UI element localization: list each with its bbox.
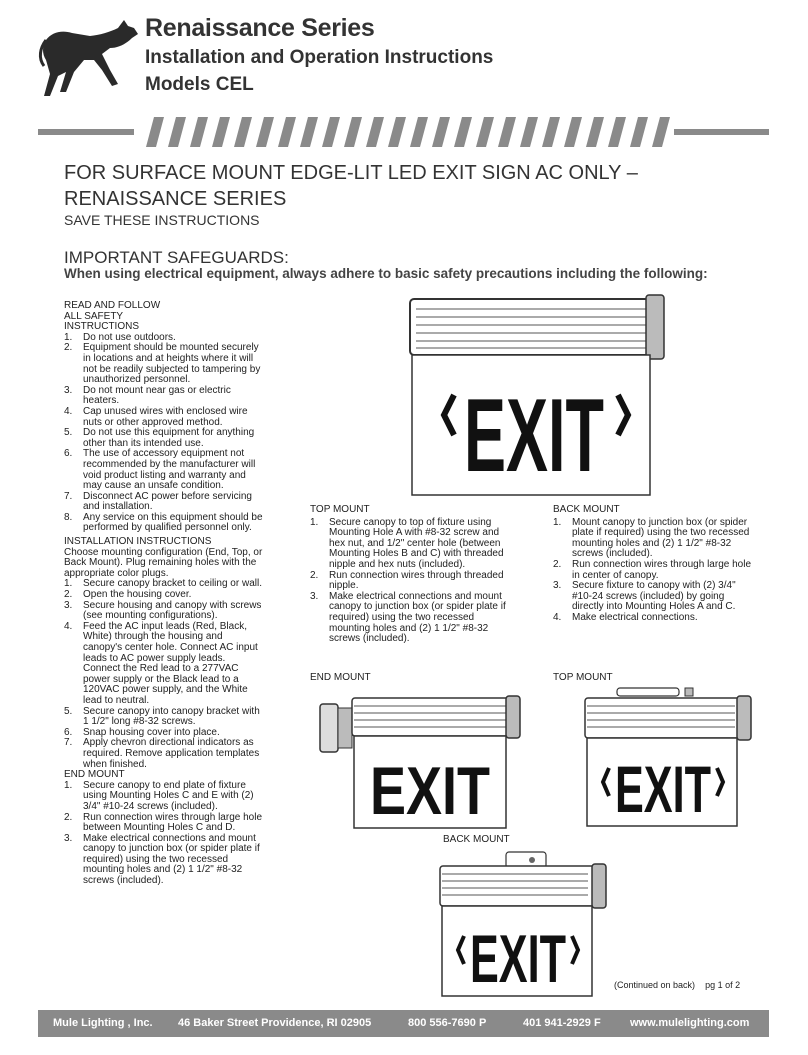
- installation-intro: Choose mounting configuration (End, Top, or Back Mount). Plug remaining holes with the appropriate color plugs.: [64, 546, 263, 579]
- main-title: FOR SURFACE MOUNT EDGE-LIT LED EXIT SIGN AC ONLY – RENAISSANCE SERIES: [64, 162, 638, 210]
- back-mount-list: [553, 518, 758, 624]
- left-column: [64, 301, 264, 887]
- list-item: 5. Secure canopy into canopy bracket with 1 1/2" long #8-32 screws.: [64, 705, 260, 728]
- back-mount-illustration: [436, 850, 612, 1000]
- list-item: 1. Do not use outdoors.: [64, 331, 176, 343]
- list-item: 5. Do not use this equipment for anything other than its intended use.: [64, 427, 255, 449]
- footer-phone: 800 556-7690 P: [408, 1017, 487, 1029]
- back-mount-heading: BACK MOUNT: [553, 504, 620, 515]
- continued-text: (Continued on back): [614, 980, 696, 990]
- list-item: 2. Run connection wires through large hole in center of canopy.: [553, 558, 751, 581]
- back-mount-column: [553, 505, 758, 624]
- exit-text: EXIT: [370, 753, 490, 829]
- exit-sign-main-illustration: [408, 293, 670, 498]
- list-item: 6. Snap housing cover into place.: [64, 726, 220, 738]
- end-mount-illustration: [318, 692, 524, 832]
- safety-list: [64, 333, 264, 534]
- list-item: 3. Make electrical connections and mount canopy to junction box (or spider plate if required) using the two recessed mounting holes and (2) 1 1/2" #8-32 screws (included).: [310, 590, 506, 645]
- continued-note: [614, 980, 740, 990]
- models-label: Models CEL: [145, 74, 254, 95]
- top-mount-column: [310, 505, 510, 645]
- end-mount-heading: END MOUNT: [64, 769, 125, 781]
- exit-text: EXIT: [470, 921, 566, 997]
- page-number: pg 1 of 2: [705, 980, 741, 990]
- save-instructions: SAVE THESE INSTRUCTIONS: [64, 212, 260, 228]
- list-item: 4. Cap unused wires with enclosed wire nuts or other approved method.: [64, 405, 248, 428]
- end-mount-caption: END MOUNT: [310, 672, 371, 683]
- end-mount-list: [64, 781, 264, 887]
- list-item: 1. Secure canopy bracket to ceiling or wall.: [64, 578, 262, 590]
- installation-list: [64, 579, 264, 770]
- list-item: 7. Disconnect AC power before servicing and installation.: [64, 490, 252, 513]
- mule-logo: [38, 14, 142, 104]
- list-item: 1. Secure canopy to end plate of fixture using Mounting Holes C and E with (2) 3/4" #10-24 screws (included).: [64, 779, 254, 812]
- back-mount-caption: BACK MOUNT: [443, 834, 510, 845]
- footer-bar: [38, 1010, 769, 1037]
- list-item: 8. Any service on this equipment should be performed by qualified personnel only.: [64, 511, 263, 534]
- list-item: 2. Run connection wires through threaded nipple.: [310, 569, 504, 592]
- list-item: 1. Mount canopy to junction box (or spider plate if required) using the two recessed mounting holes and (2) 1 1/2" #8-32 screws (included).: [553, 516, 750, 560]
- list-item: 3. Secure housing and canopy with screws (see mounting configurations).: [64, 599, 262, 622]
- footer-company: Mule Lighting , Inc.: [53, 1017, 153, 1029]
- list-item: 7. Apply chevron directional indicators as required. Remove application templates when finished.: [64, 737, 260, 770]
- list-item: 3. Make electrical connections and mount canopy to junction box (or spider plate if required) using the two recessed mounting holes and (2) 1 1/2" #8-32 screws (included).: [64, 832, 260, 887]
- series-title: Renaissance Series: [145, 14, 375, 42]
- doc-subtitle: Installation and Operation Instructions: [145, 47, 494, 68]
- footer-fax: 401 941-2929 F: [523, 1017, 601, 1029]
- list-item: 6. The use of accessory equipment not recommended by the manufacturer will void product listing and warranty and may cause an unsafe condition.: [64, 448, 256, 492]
- top-mount-illustration: [583, 686, 755, 830]
- list-item: 2. Run connection wires through large hole between Mounting Holes C and D.: [64, 811, 262, 834]
- striped-divider: [38, 117, 769, 147]
- footer-website[interactable]: www.mulelighting.com: [630, 1017, 750, 1029]
- exit-text: EXIT: [615, 752, 711, 826]
- read-follow-heading: READ AND FOLLOW ALL SAFETY INSTRUCTIONS: [64, 300, 161, 333]
- list-item: 2. Equipment should be mounted securely in locations and at heights where it will not be readily subjected to tampering by unauthorized personnel.: [64, 342, 261, 386]
- safeguards-intro: When using electrical equipment, always adhere to basic safety precautions including the following:: [64, 266, 708, 281]
- list-item: 1. Secure canopy to top of fixture using Mounting Hole A with #8-32 screw and hex nut, and 1/2" center hole (between Mounting Holes B and C) with threaded nipple and hex nuts (included).: [310, 516, 504, 570]
- installation-heading: INSTALLATION INSTRUCTIONS: [64, 536, 212, 548]
- top-mount-caption: TOP MOUNT: [553, 672, 613, 683]
- list-item: 3. Do not mount near gas or electric heaters.: [64, 384, 231, 407]
- top-mount-heading: TOP MOUNT: [310, 504, 370, 515]
- list-item: 4. Make electrical connections.: [553, 611, 698, 623]
- exit-text: EXIT: [464, 378, 604, 494]
- safeguards-heading: IMPORTANT SAFEGUARDS:: [64, 248, 289, 267]
- list-item: 2. Open the housing cover.: [64, 589, 192, 601]
- footer-address: 46 Baker Street Providence, RI 02905: [178, 1017, 372, 1029]
- list-item: 4. Feed the AC input leads (Red, Black, White) through the housing and canopy's center hole. Connect AC input leads to AC power supply leads. Connect the Red lead to a 277VAC power supply or the Black lead to a 120VAC power supply, and the White lead to neutral.: [64, 620, 258, 706]
- top-mount-list: [310, 518, 510, 645]
- list-item: 3. Secure fixture to canopy with (2) 3/4" #10-24 screws (included) by going directly into Mounting Holes A and C.: [553, 580, 736, 613]
